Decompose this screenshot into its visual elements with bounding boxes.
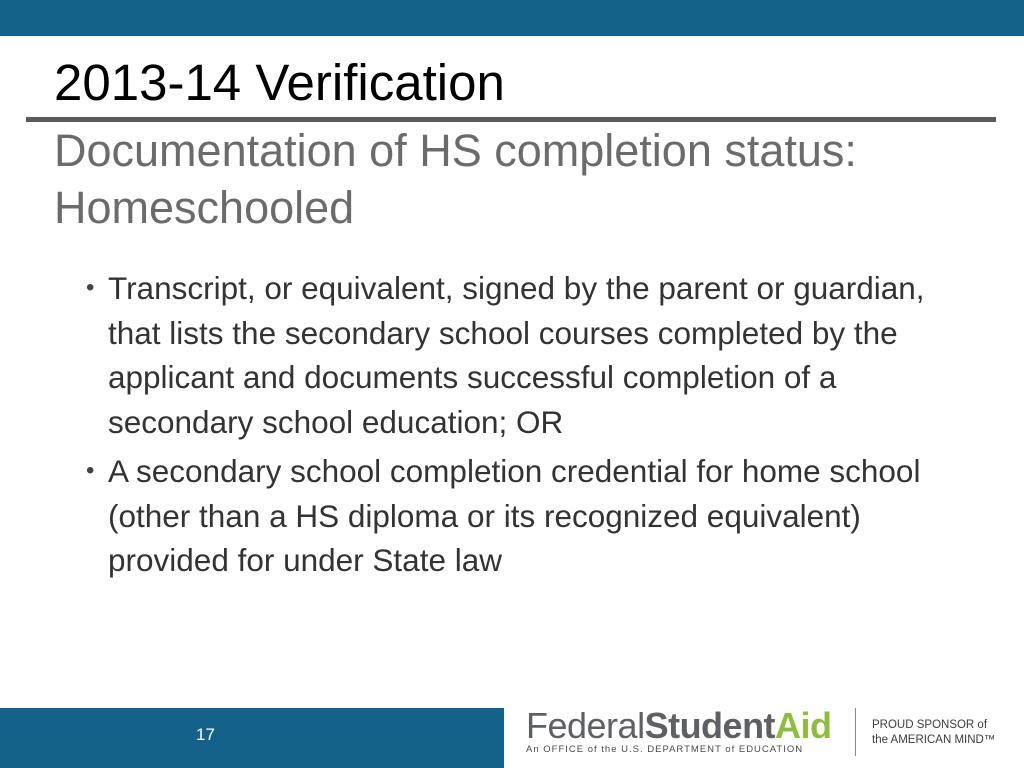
bullet-icon: •: [86, 457, 95, 484]
slide-subtitle: Documentation of HS completion status: Homeschooled: [54, 125, 857, 233]
bullet-item: [86, 449, 966, 583]
bullet-text: A secondary school completion credential for home school (other than a HS diploma or its recognized equivalent) provided for under State law: [108, 453, 921, 578]
footer-divider: [855, 708, 856, 756]
logo-word-federal: Federal: [526, 705, 645, 746]
sponsor-text: [872, 718, 995, 748]
bullet-item: [86, 266, 966, 444]
slide-title: 2013-14 Verification: [54, 54, 505, 111]
page-number: 17: [196, 725, 215, 744]
bullet-list: [86, 266, 966, 588]
logo-wordmark: [526, 706, 832, 746]
sponsor-line-1: PROUD SPONSOR of: [872, 719, 988, 731]
logo-word-aid: Aid: [775, 705, 832, 746]
logo-tagline: An OFFICE of the U.S. DEPARTMENT of EDUCATION: [526, 744, 804, 755]
bullet-text: Transcript, or equivalent, signed by the parent or guardian, that lists the secondary school courses completed by the applicant and documents successful completion of a secondary school education; OR: [108, 270, 925, 440]
sponsor-line-2: the AMERICAN MIND™: [872, 734, 996, 746]
logo-word-student: Student: [644, 705, 776, 746]
federal-student-aid-logo: [526, 706, 842, 758]
footer-band: [0, 708, 504, 768]
header-band: [0, 0, 1024, 36]
bullet-icon: •: [86, 274, 95, 301]
